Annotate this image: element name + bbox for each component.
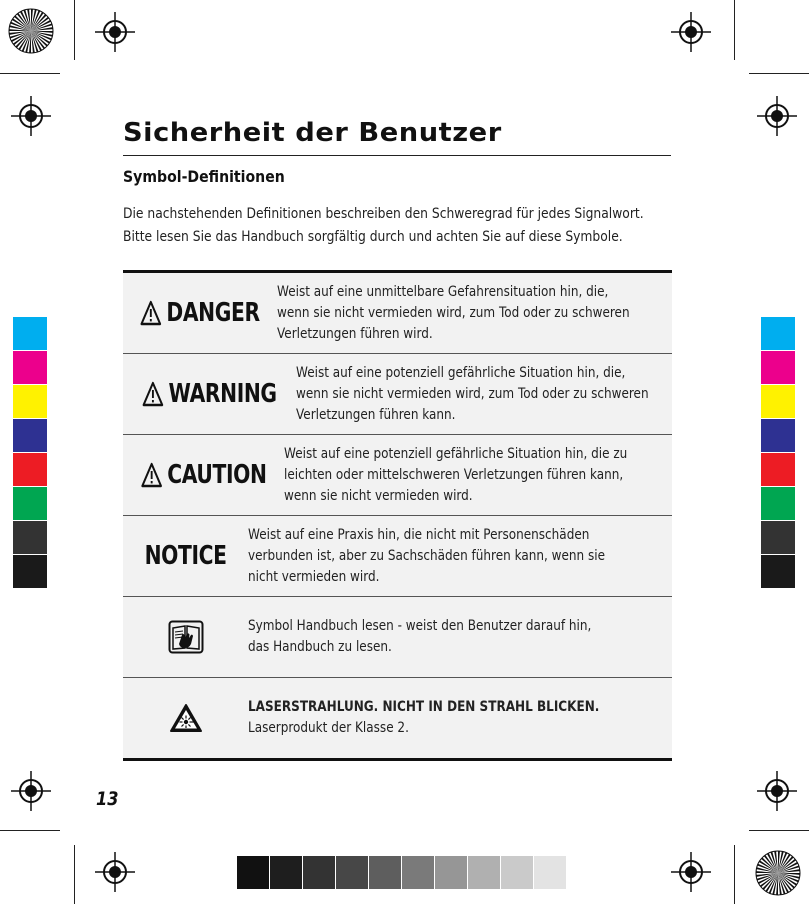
warning-triangle-icon [142, 381, 164, 407]
description-cell [284, 435, 708, 515]
description-text: Weist auf eine potenziell gefährliche Situation hin, die zu leichten oder mittelschweren Verletzungen führen kann, wenn sie nicht vermieden wird. [284, 445, 628, 504]
intro-paragraph: Die nachstehenden Definitionen beschreiben den Schweregrad für jedes Signalwort. Bitte lesen Sie das Handbuch sorgfältig durch und achten Sie auf diese Symbole. [123, 206, 644, 245]
gray-swatch [303, 856, 335, 889]
gray-swatch [402, 856, 434, 889]
laser-warning-icon [169, 703, 203, 733]
gray-swatch [270, 856, 302, 889]
color-swatch [13, 317, 47, 351]
color-swatch [13, 419, 47, 453]
crop-mark [74, 0, 75, 60]
starburst-mark-icon [755, 850, 801, 896]
description-text: Weist auf eine Praxis hin, die nicht mit Personenschäden verbunden ist, aber zu Sachschäden führen kann, wenn sie nicht vermieden wird. [248, 526, 606, 585]
registration-mark-icon [11, 771, 51, 811]
gray-swatch [369, 856, 401, 889]
symbol-cell [123, 516, 248, 596]
crop-mark [0, 73, 60, 74]
registration-mark-icon [671, 852, 711, 892]
gray-scale-bar [237, 856, 567, 889]
read-manual-icon [168, 620, 204, 654]
gray-swatch [468, 856, 500, 889]
gray-swatch [501, 856, 533, 889]
crop-mark [734, 0, 735, 60]
signal-word: DANGER [166, 298, 260, 328]
table-row [123, 273, 672, 354]
title-divider [123, 155, 671, 156]
crop-mark [0, 830, 60, 831]
registration-mark-icon [757, 96, 797, 136]
signal-word: CAUTION [167, 460, 267, 490]
registration-mark-icon [671, 12, 711, 52]
registration-mark-icon [95, 852, 135, 892]
danger-label [140, 298, 260, 328]
gray-swatch [534, 856, 566, 889]
color-swatch [13, 351, 47, 385]
table-row [123, 435, 672, 516]
signal-word: WARNING [168, 379, 277, 409]
symbol-cell [123, 273, 277, 353]
warning-label [142, 379, 277, 409]
gray-swatch [237, 856, 269, 889]
registration-mark-icon [11, 96, 51, 136]
symbol-cell [123, 597, 248, 677]
color-swatch [761, 487, 795, 521]
description-text: Weist auf eine unmittelbare Gefahrensituation hin, die, wenn sie nicht vermieden wird, zum Tod oder zu schweren Verletzungen führen wird. [276, 283, 630, 342]
table-row [123, 516, 672, 597]
signal-word: NOTICE [144, 541, 227, 571]
symbol-cell [123, 435, 284, 515]
color-swatch [13, 487, 47, 521]
symbol-definitions-table [123, 270, 672, 761]
description-text: Symbol Handbuch lesen - weist den Benutzer darauf hin, das Handbuch zu lesen. [248, 618, 592, 655]
color-swatch [13, 385, 47, 419]
description-cell [277, 273, 701, 353]
description-cell [296, 354, 720, 434]
page-number: 13 [96, 788, 119, 810]
section-heading: Symbol-Definitionen [123, 167, 285, 186]
description-text: Weist auf eine potenziell gefährliche Situation hin, die, wenn sie nicht vermieden wird, zum Tod oder zu schweren Verletzungen führen kann. [295, 364, 649, 423]
color-swatch [13, 453, 47, 487]
laser-class-text: Laserprodukt der Klasse 2. [248, 720, 409, 736]
crop-mark [734, 845, 735, 904]
color-swatch [761, 385, 795, 419]
color-swatch-strip [761, 317, 795, 589]
color-swatch [13, 521, 47, 555]
table-row [123, 678, 672, 758]
starburst-mark-icon [8, 8, 54, 54]
warning-triangle-icon [141, 462, 163, 488]
registration-mark-icon [757, 771, 797, 811]
page-title: Sicherheit der Benutzer [123, 118, 502, 148]
symbol-cell [123, 678, 248, 758]
color-swatch [761, 555, 795, 589]
gray-swatch [336, 856, 368, 889]
table-row [123, 597, 672, 678]
crop-mark [749, 73, 809, 74]
registration-mark-icon [95, 12, 135, 52]
color-swatch [13, 555, 47, 589]
color-swatch [761, 351, 795, 385]
color-swatch [761, 419, 795, 453]
color-swatch [761, 317, 795, 351]
crop-mark [74, 845, 75, 904]
description-cell [248, 678, 672, 758]
color-swatch-strip [13, 317, 47, 589]
laser-warning-text: LASERSTRAHLUNG. NICHT IN DEN STRAHL BLICKEN. [248, 699, 600, 715]
description-text [248, 697, 609, 739]
description-cell [248, 516, 672, 596]
warning-triangle-icon [140, 300, 162, 326]
description-cell [248, 597, 672, 677]
table-row [123, 354, 672, 435]
color-swatch [761, 521, 795, 555]
symbol-cell [123, 354, 296, 434]
color-swatch [761, 453, 795, 487]
gray-swatch [435, 856, 467, 889]
caution-label [141, 460, 267, 490]
crop-mark [749, 830, 809, 831]
notice-label [145, 541, 227, 571]
